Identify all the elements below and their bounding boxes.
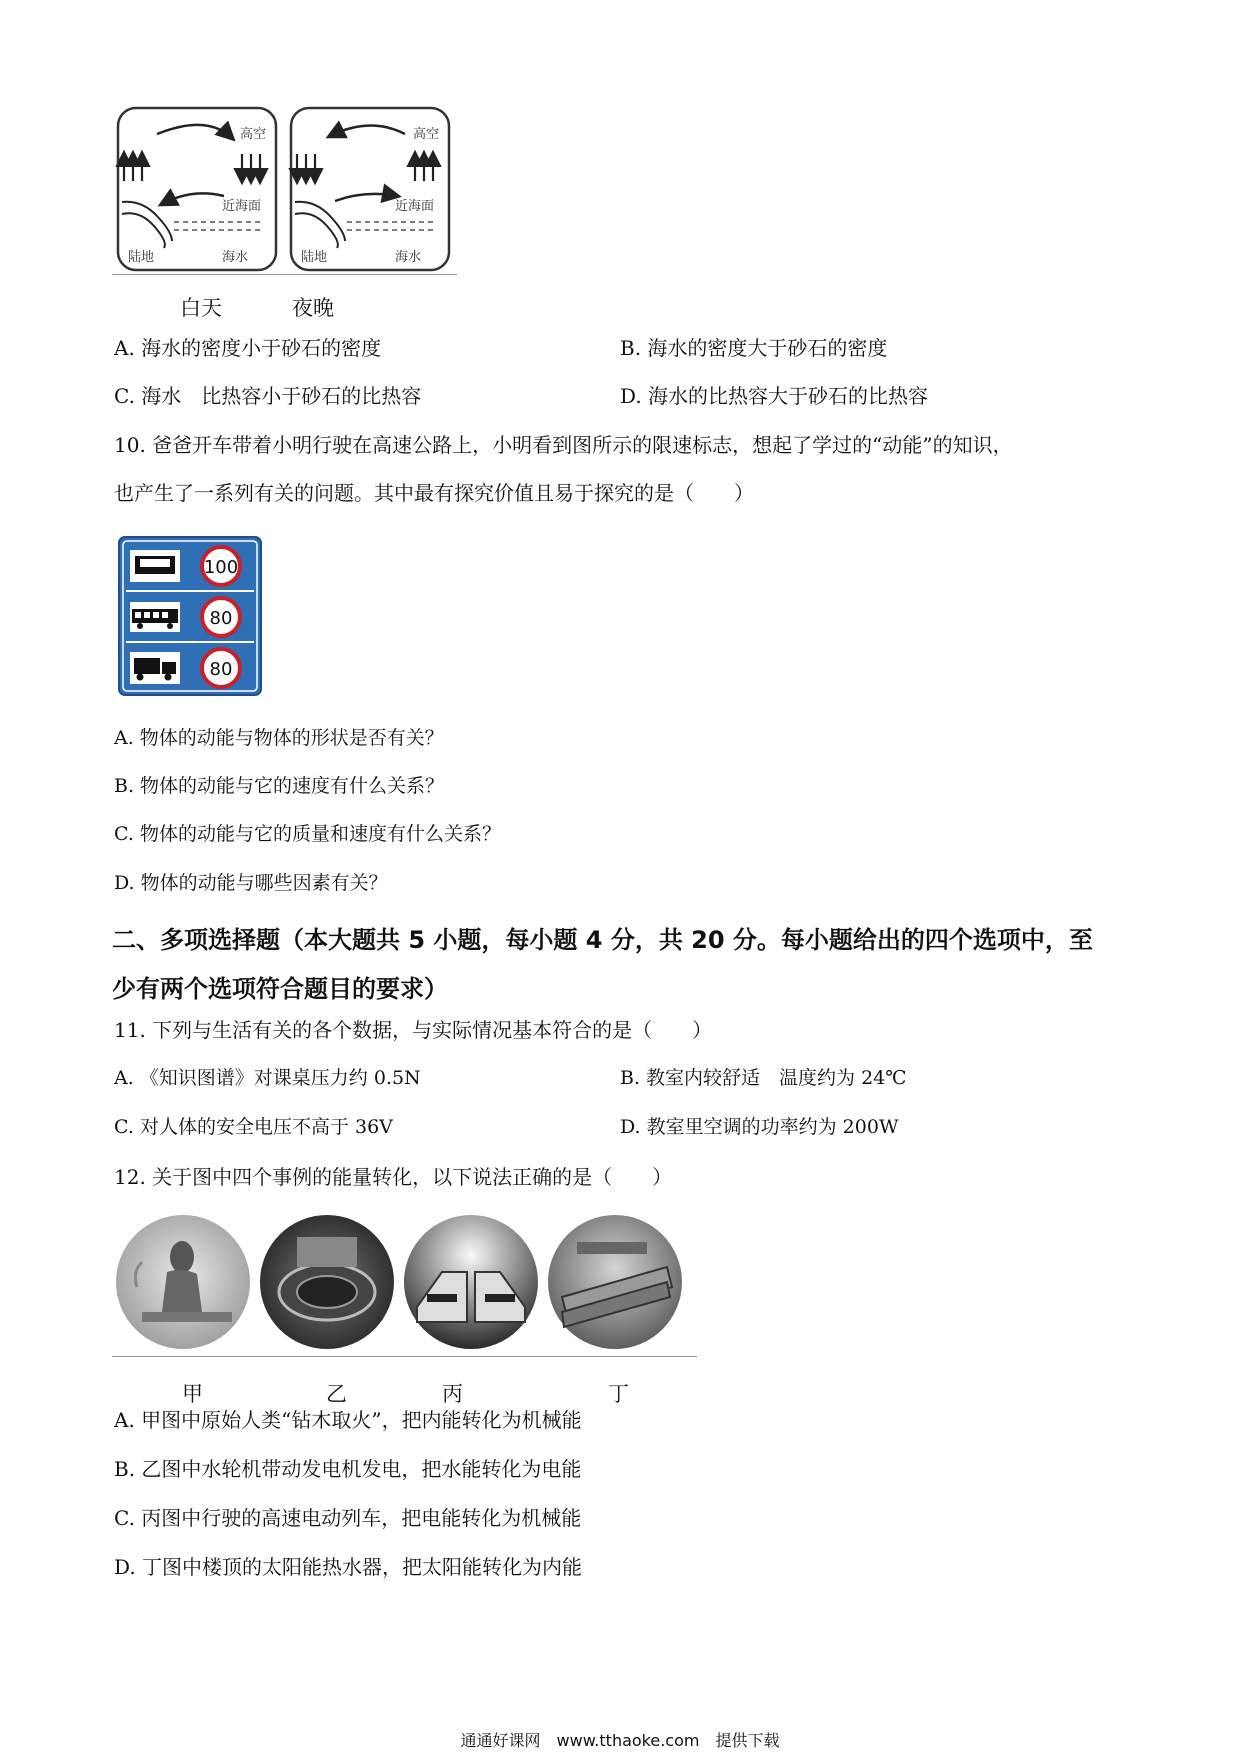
q11-option-a: A. 《知识图谱》对课桌压力约 0.5N: [114, 1067, 421, 1089]
section-heading-line2: 少有两个选项符合题目的要求）: [112, 975, 448, 1003]
q9-option-a: A. 海水的密度小于砂石的密度: [114, 336, 382, 360]
limit-car: 100: [203, 557, 239, 578]
q12-stem: 12. 关于图中四个事例的能量转化，以下说法正确的是（ ）: [114, 1165, 673, 1189]
section-heading-line1: 二、多项选择题（本大题共 5 小题，每小题 4 分，共 20 分。每小题给出的四个选项中，至: [112, 926, 1093, 954]
caption-bing: 丙: [442, 1382, 463, 1406]
photo-drilling-fire: [116, 1215, 250, 1349]
day-label-high: 高空: [240, 127, 267, 142]
energy-examples-figure: [112, 1212, 697, 1362]
figure-underline-q12: [112, 1356, 697, 1357]
limit-truck: 80: [209, 659, 233, 680]
night-label-sea: 海水: [395, 250, 422, 265]
q12-option-a: A. 甲图中原始人类“钻木取火”，把内能转化为机械能: [114, 1408, 582, 1432]
q10-stem-line2: 也产生了一系列有关的问题。其中最有探究价值且易于探究的是（ ）: [114, 481, 754, 505]
day-label-near: 近海面: [222, 199, 262, 214]
sea-breeze-diagrams: [112, 106, 457, 276]
q12-option-b: B. 乙图中水轮机带动发电机发电，把水能转化为电能: [114, 1457, 582, 1481]
q10-option-c: C. 物体的动能与它的质量和速度有什么关系？: [114, 823, 501, 845]
q10-option-a: A. 物体的动能与物体的形状是否有关？: [114, 727, 444, 749]
caption-night: 夜晚: [292, 296, 334, 320]
q11-stem: 11. 下列与生活有关的各个数据，与实际情况基本符合的是（ ）: [114, 1018, 713, 1042]
figure-underline: [112, 274, 457, 275]
q11-option-b: B. 教室内较舒适 温度约为 24℃: [620, 1067, 907, 1089]
q9-option-b: B. 海水的密度大于砂石的密度: [620, 336, 888, 360]
q11-option-d: D. 教室里空调的功率约为 200W: [620, 1116, 899, 1138]
q12-option-c: C. 丙图中行驶的高速电动列车，把电能转化为机械能: [114, 1506, 582, 1530]
limit-bus: 80: [209, 608, 233, 629]
caption-day: 白天: [180, 296, 222, 320]
caption-ding: 丁: [608, 1382, 629, 1406]
photo-electric-train: [404, 1215, 538, 1349]
day-label-sea: 海水: [222, 250, 249, 265]
speed-limit-sign: [118, 536, 262, 696]
photo-turbine: [260, 1215, 394, 1349]
q9-option-c: C. 海水 比热容小于砂石的比热容: [114, 384, 422, 408]
q12-option-d: D. 丁图中楼顶的太阳能热水器，把太阳能转化为内能: [114, 1555, 583, 1579]
page-footer: 通通好课网 www.tthaoke.com 提供下载: [460, 1731, 780, 1750]
caption-jia: 甲: [182, 1382, 203, 1406]
q9-option-d: D. 海水的比热容大于砂石的比热容: [620, 384, 929, 408]
night-panel: [291, 108, 449, 270]
q10-option-d: D. 物体的动能与哪些因素有关？: [114, 872, 388, 894]
photo-solar-heater: [548, 1215, 682, 1349]
day-label-land: 陆地: [128, 250, 155, 265]
q11-option-c: C. 对人体的安全电压不高于 36V: [114, 1116, 393, 1138]
truck-icon: [130, 652, 180, 684]
q10-stem-line1: 10. 爸爸开车带着小明行驶在高速公路上，小明看到图所示的限速标志，想起了学过的“动能”的知识，: [114, 433, 1013, 457]
day-panel: [118, 108, 276, 270]
caption-yi: 乙: [326, 1382, 347, 1406]
night-label-high: 高空: [413, 127, 440, 142]
night-label-near: 近海面: [395, 199, 435, 214]
q10-option-b: B. 物体的动能与它的速度有什么关系？: [114, 775, 445, 797]
bus-icon: [130, 602, 180, 632]
car-icon: [130, 550, 180, 582]
night-label-land: 陆地: [301, 250, 328, 265]
